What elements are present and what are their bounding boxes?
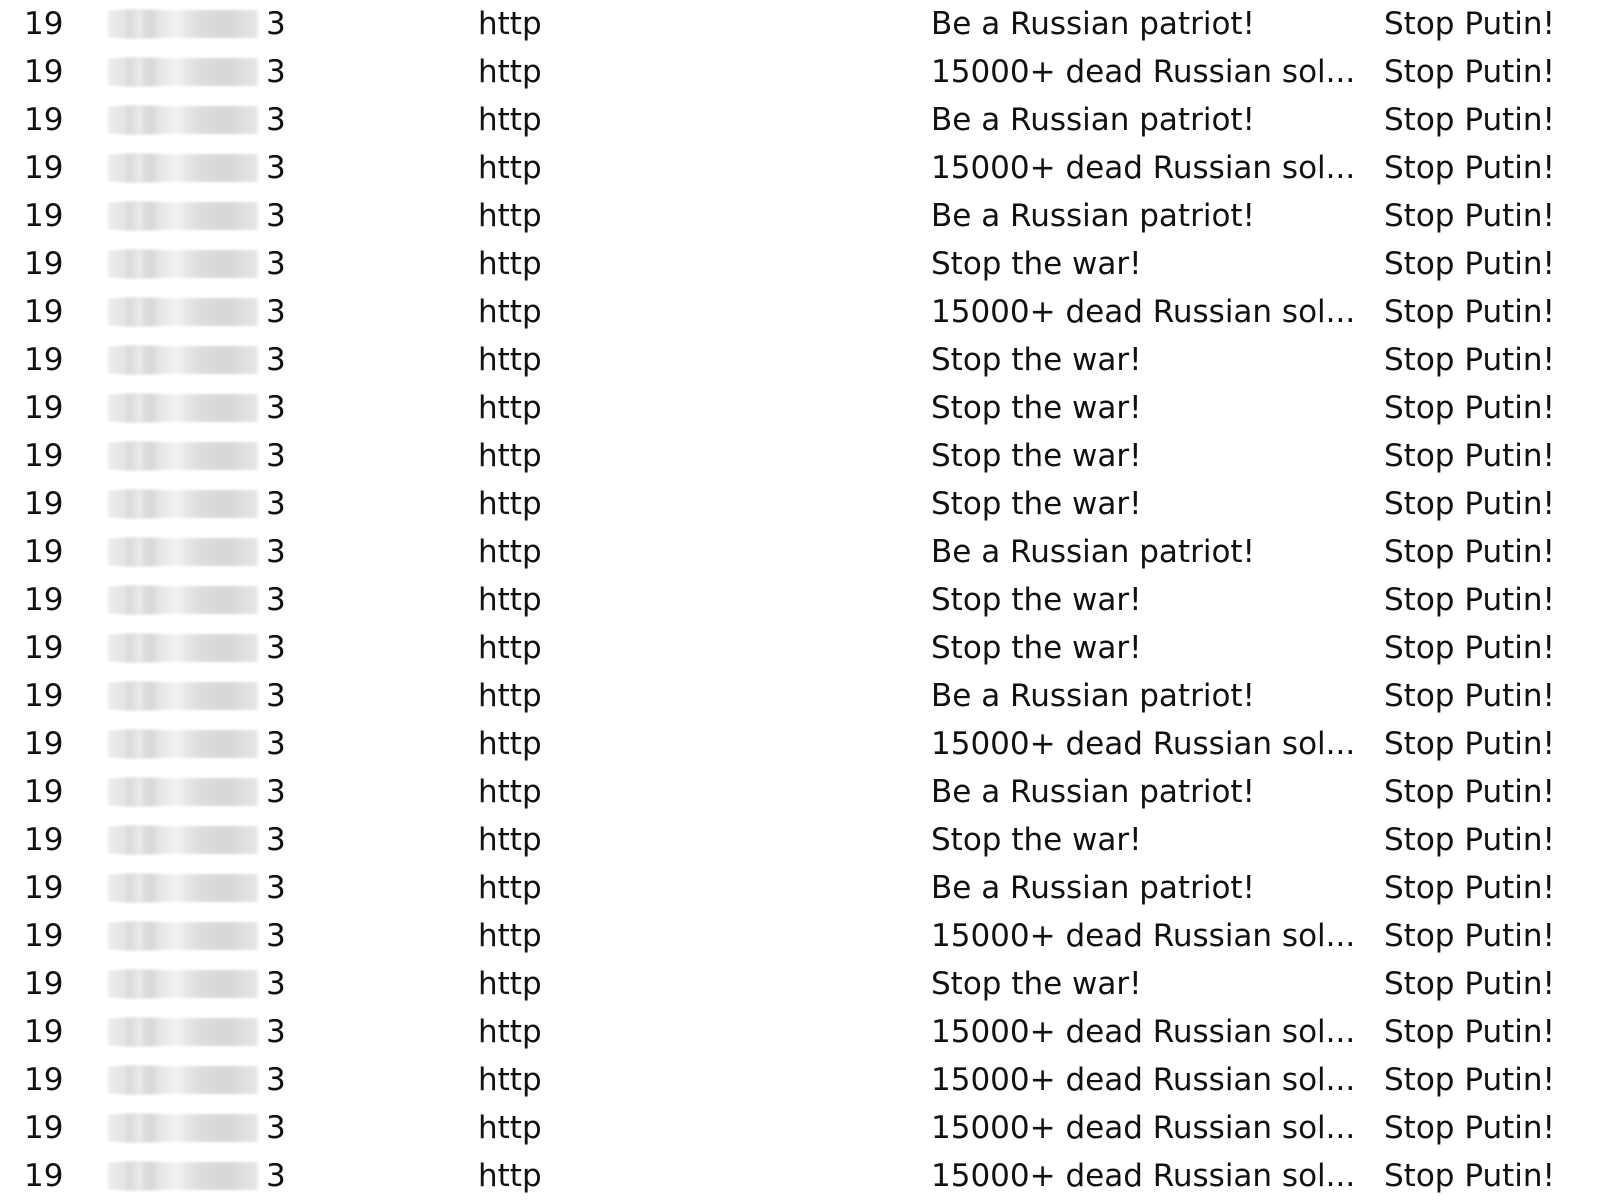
message-cell: Be a Russian patriot! <box>931 102 1255 138</box>
row-number: 19 <box>24 678 64 714</box>
table-row[interactable] <box>0 816 1600 864</box>
row-number: 19 <box>24 198 64 234</box>
address-tail: 3 <box>266 1062 286 1098</box>
tag-cell: Stop Putin! <box>1384 1110 1555 1146</box>
row-number: 19 <box>24 774 64 810</box>
table-row[interactable] <box>0 192 1600 240</box>
tag-cell: Stop Putin! <box>1384 966 1555 1002</box>
redacted-address <box>92 1008 302 1056</box>
row-number: 19 <box>24 726 64 762</box>
tag-cell: Stop Putin! <box>1384 582 1555 618</box>
redaction-blur <box>122 586 160 614</box>
redaction-blur <box>122 778 160 806</box>
redaction-blur <box>122 1066 160 1094</box>
message-cell: Stop the war! <box>931 246 1142 282</box>
tag-cell: Stop Putin! <box>1384 774 1555 810</box>
table-row[interactable] <box>0 0 1600 48</box>
table-row[interactable] <box>0 1056 1600 1104</box>
protocol-cell: http <box>478 1158 542 1194</box>
redaction-blur <box>122 1018 160 1046</box>
table-row[interactable] <box>0 432 1600 480</box>
redaction-blur <box>122 730 160 758</box>
protocol-cell: http <box>478 870 542 906</box>
address-tail: 3 <box>266 102 286 138</box>
address-tail: 3 <box>266 246 286 282</box>
tag-cell: Stop Putin! <box>1384 726 1555 762</box>
table-row[interactable] <box>0 144 1600 192</box>
table-row[interactable] <box>0 624 1600 672</box>
redacted-address <box>92 96 302 144</box>
tag-cell: Stop Putin! <box>1384 534 1555 570</box>
row-number: 19 <box>24 630 64 666</box>
tag-cell: Stop Putin! <box>1384 294 1555 330</box>
row-number: 19 <box>24 342 64 378</box>
redacted-address <box>92 0 302 48</box>
redaction-blur <box>122 490 160 518</box>
protocol-cell: http <box>478 198 542 234</box>
address-tail: 3 <box>266 774 286 810</box>
redacted-address <box>92 576 302 624</box>
redaction-blur <box>122 1114 160 1142</box>
row-number: 19 <box>24 534 64 570</box>
address-tail: 3 <box>266 54 286 90</box>
address-tail: 3 <box>266 678 286 714</box>
protocol-cell: http <box>478 54 542 90</box>
protocol-cell: http <box>478 582 542 618</box>
address-tail: 3 <box>266 966 286 1002</box>
address-tail: 3 <box>266 6 286 42</box>
address-tail: 3 <box>266 822 286 858</box>
redacted-address <box>92 432 302 480</box>
table-row[interactable] <box>0 48 1600 96</box>
row-number: 19 <box>24 150 64 186</box>
redacted-address <box>92 192 302 240</box>
address-tail: 3 <box>266 294 286 330</box>
table-row[interactable] <box>0 912 1600 960</box>
tag-cell: Stop Putin! <box>1384 438 1555 474</box>
redaction-blur <box>122 298 160 326</box>
protocol-cell: http <box>478 1110 542 1146</box>
message-cell: Stop the war! <box>931 390 1142 426</box>
tag-cell: Stop Putin! <box>1384 630 1555 666</box>
table-row[interactable] <box>0 864 1600 912</box>
redaction-blur <box>122 874 160 902</box>
protocol-cell: http <box>478 486 542 522</box>
address-tail: 3 <box>266 438 286 474</box>
table-row[interactable] <box>0 1104 1600 1152</box>
row-number: 19 <box>24 390 64 426</box>
protocol-cell: http <box>478 726 542 762</box>
message-cell: 15000+ dead Russian sol... <box>931 294 1356 330</box>
protocol-cell: http <box>478 678 542 714</box>
redacted-address <box>92 48 302 96</box>
protocol-cell: http <box>478 1062 542 1098</box>
protocol-cell: http <box>478 630 542 666</box>
address-tail: 3 <box>266 582 286 618</box>
protocol-cell: http <box>478 534 542 570</box>
message-cell: Be a Russian patriot! <box>931 870 1255 906</box>
row-number: 19 <box>24 1062 64 1098</box>
redaction-blur <box>122 682 160 710</box>
row-number: 19 <box>24 246 64 282</box>
message-cell: Stop the war! <box>931 966 1142 1002</box>
redaction-blur <box>122 346 160 374</box>
row-number: 19 <box>24 294 64 330</box>
message-cell: Be a Russian patriot! <box>931 198 1255 234</box>
tag-cell: Stop Putin! <box>1384 198 1555 234</box>
redacted-address <box>92 768 302 816</box>
protocol-cell: http <box>478 438 542 474</box>
row-number: 19 <box>24 1110 64 1146</box>
table-row[interactable] <box>0 1152 1600 1200</box>
redaction-blur <box>122 394 160 422</box>
protocol-cell: http <box>478 6 542 42</box>
table-row[interactable] <box>0 576 1600 624</box>
redacted-address <box>92 528 302 576</box>
message-cell: Be a Russian patriot! <box>931 6 1255 42</box>
table-row[interactable] <box>0 384 1600 432</box>
table-row[interactable] <box>0 336 1600 384</box>
message-cell: Stop the war! <box>931 822 1142 858</box>
redaction-blur <box>122 106 160 134</box>
address-tail: 3 <box>266 198 286 234</box>
address-tail: 3 <box>266 630 286 666</box>
row-number: 19 <box>24 966 64 1002</box>
protocol-cell: http <box>478 822 542 858</box>
table-row[interactable] <box>0 1008 1600 1056</box>
protocol-cell: http <box>478 966 542 1002</box>
redacted-address <box>92 816 302 864</box>
redaction-blur <box>122 1162 160 1190</box>
redacted-address <box>92 1152 302 1200</box>
row-number: 19 <box>24 870 64 906</box>
tag-cell: Stop Putin! <box>1384 918 1555 954</box>
protocol-cell: http <box>478 1014 542 1050</box>
tag-cell: Stop Putin! <box>1384 486 1555 522</box>
redacted-address <box>92 864 302 912</box>
message-cell: Stop the war! <box>931 342 1142 378</box>
message-cell: Be a Russian patriot! <box>931 678 1255 714</box>
redacted-address <box>92 912 302 960</box>
row-number: 19 <box>24 1014 64 1050</box>
row-number: 19 <box>24 582 64 618</box>
address-tail: 3 <box>266 726 286 762</box>
message-cell: 15000+ dead Russian sol... <box>931 726 1356 762</box>
message-cell: 15000+ dead Russian sol... <box>931 1158 1356 1194</box>
message-cell: 15000+ dead Russian sol... <box>931 150 1356 186</box>
redaction-blur <box>122 202 160 230</box>
message-cell: Stop the war! <box>931 582 1142 618</box>
redaction-blur <box>122 970 160 998</box>
message-cell: 15000+ dead Russian sol... <box>931 54 1356 90</box>
address-tail: 3 <box>266 534 286 570</box>
row-number: 19 <box>24 6 64 42</box>
table-row[interactable] <box>0 96 1600 144</box>
message-cell: Stop the war! <box>931 630 1142 666</box>
row-number: 19 <box>24 822 64 858</box>
address-tail: 3 <box>266 1110 286 1146</box>
redacted-address <box>92 1056 302 1104</box>
address-tail: 3 <box>266 870 286 906</box>
address-tail: 3 <box>266 486 286 522</box>
address-tail: 3 <box>266 150 286 186</box>
redacted-address <box>92 960 302 1008</box>
message-cell: Be a Russian patriot! <box>931 534 1255 570</box>
message-cell: 15000+ dead Russian sol... <box>931 1110 1356 1146</box>
table-row[interactable] <box>0 480 1600 528</box>
redaction-blur <box>122 538 160 566</box>
tag-cell: Stop Putin! <box>1384 54 1555 90</box>
tag-cell: Stop Putin! <box>1384 870 1555 906</box>
protocol-cell: http <box>478 774 542 810</box>
redacted-address <box>92 336 302 384</box>
redaction-blur <box>122 250 160 278</box>
message-cell: 15000+ dead Russian sol... <box>931 1062 1356 1098</box>
row-number: 19 <box>24 1158 64 1194</box>
table-row[interactable] <box>0 288 1600 336</box>
address-tail: 3 <box>266 390 286 426</box>
message-cell: Stop the war! <box>931 438 1142 474</box>
tag-cell: Stop Putin! <box>1384 390 1555 426</box>
redacted-address <box>92 240 302 288</box>
tag-cell: Stop Putin! <box>1384 150 1555 186</box>
protocol-cell: http <box>478 342 542 378</box>
message-cell: 15000+ dead Russian sol... <box>931 918 1356 954</box>
address-tail: 3 <box>266 918 286 954</box>
tag-cell: Stop Putin! <box>1384 1062 1555 1098</box>
row-number: 19 <box>24 918 64 954</box>
redacted-address <box>92 384 302 432</box>
redacted-address <box>92 672 302 720</box>
redaction-blur <box>122 10 160 38</box>
tag-cell: Stop Putin! <box>1384 678 1555 714</box>
table-row[interactable] <box>0 528 1600 576</box>
tag-cell: Stop Putin! <box>1384 246 1555 282</box>
address-tail: 3 <box>266 342 286 378</box>
tag-cell: Stop Putin! <box>1384 342 1555 378</box>
tag-cell: Stop Putin! <box>1384 822 1555 858</box>
redaction-blur <box>122 154 160 182</box>
address-tail: 3 <box>266 1158 286 1194</box>
redaction-blur <box>122 826 160 854</box>
redacted-address <box>92 480 302 528</box>
row-number: 19 <box>24 102 64 138</box>
redacted-address <box>92 720 302 768</box>
message-cell: Be a Russian patriot! <box>931 774 1255 810</box>
redaction-blur <box>122 58 160 86</box>
tag-cell: Stop Putin! <box>1384 102 1555 138</box>
redaction-blur <box>122 442 160 470</box>
tag-cell: Stop Putin! <box>1384 6 1555 42</box>
redacted-address <box>92 1104 302 1152</box>
table-row[interactable] <box>0 768 1600 816</box>
redaction-blur <box>122 922 160 950</box>
protocol-cell: http <box>478 294 542 330</box>
protocol-cell: http <box>478 102 542 138</box>
tag-cell: Stop Putin! <box>1384 1158 1555 1194</box>
redacted-address <box>92 624 302 672</box>
table-row[interactable] <box>0 240 1600 288</box>
redacted-address <box>92 144 302 192</box>
protocol-cell: http <box>478 918 542 954</box>
message-cell: 15000+ dead Russian sol... <box>931 1014 1356 1050</box>
tag-cell: Stop Putin! <box>1384 1014 1555 1050</box>
table-row[interactable] <box>0 720 1600 768</box>
row-number: 19 <box>24 438 64 474</box>
table-row[interactable] <box>0 672 1600 720</box>
row-number: 19 <box>24 54 64 90</box>
message-cell: Stop the war! <box>931 486 1142 522</box>
row-number: 19 <box>24 486 64 522</box>
redaction-blur <box>122 634 160 662</box>
address-tail: 3 <box>266 1014 286 1050</box>
table-row[interactable] <box>0 960 1600 1008</box>
redacted-address <box>92 288 302 336</box>
protocol-cell: http <box>478 150 542 186</box>
protocol-cell: http <box>478 246 542 282</box>
protocol-cell: http <box>478 390 542 426</box>
